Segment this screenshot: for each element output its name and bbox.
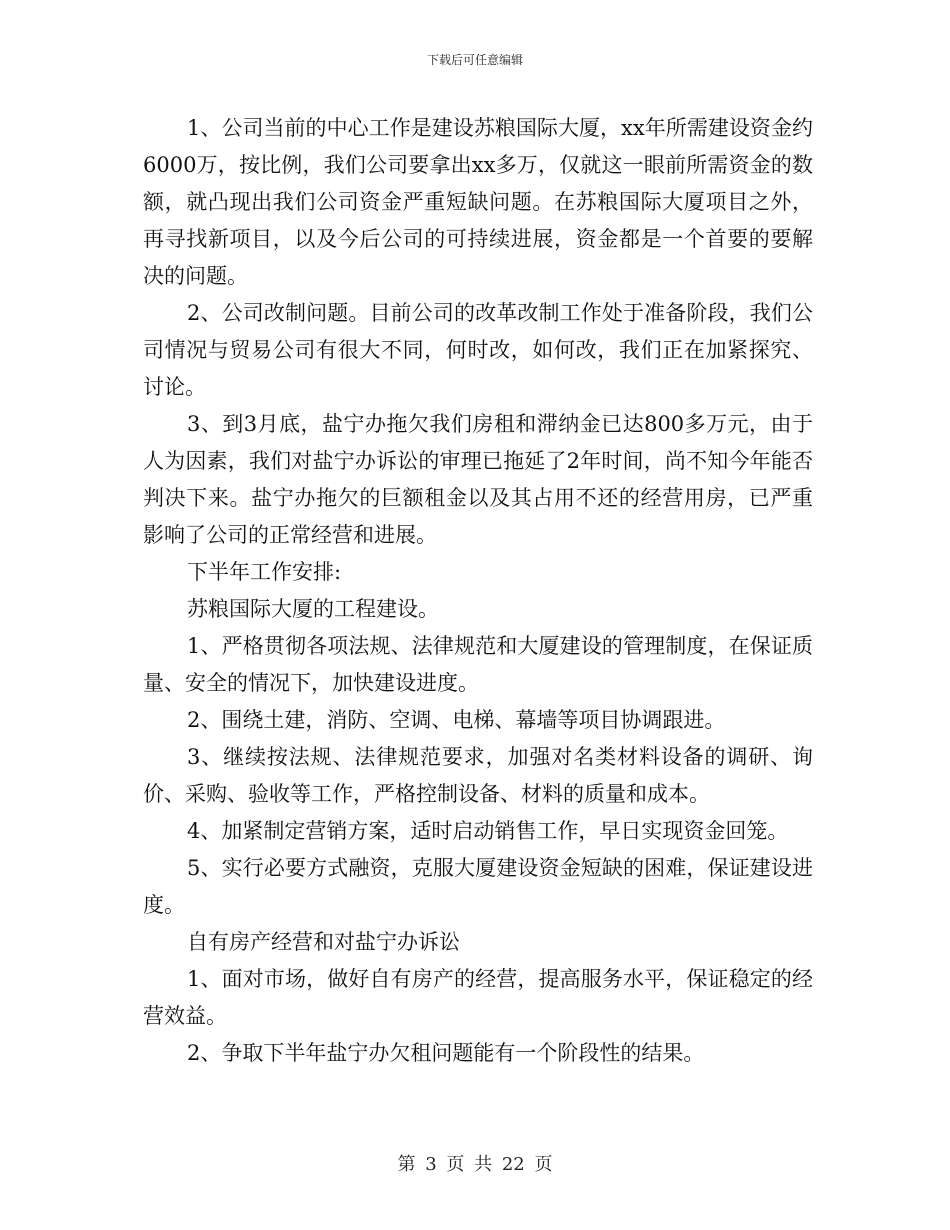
paragraph-plan-5: 5、实行必要方式融资，克服大厦建设资金短缺的困难，保证建设进度。 [143,856,813,917]
section-heading-second-half-plan: 下半年工作安排: [187,560,342,584]
paragraph-plan-3: 3、继续按法规、法律规范要求，加强对名类材料设备的调研、询价、采购、验收等工作，严格控制设备、材料的质量和成本。 [143,745,813,806]
page-number-footer: 第 3 页 共 22 页 [397,1154,553,1175]
paragraph-plan-4: 4、加紧制定营销方案，适时启动销售工作，早日实现资金回笼。 [187,819,789,843]
paragraph-issue-restructuring: 2、公司改制问题。目前公司的改革改制工作处于准备阶段，我们公司情况与贸易公司有很大不同，何时改，如何改，我们正在加紧探究、讨论。 [143,301,813,399]
paragraph-property-2: 2、争取下半年盐宁办欠租问题能有一个阶段性的结果。 [187,1041,705,1065]
document-body [143,110,813,1072]
paragraph-issue-funding: 1、公司当前的中心工作是建设苏粮国际大厦，xx年所需建设资金约6000万，按比例，我们公司要拿出xx多万，仅就这一眼前所需资金的数额，就凸现出我们公司资金严重短缺问题。在苏粮国际大厦项目之外，再寻找新项目，以及今后公司的可持续进展，资金都是一个首要的要解决的问题。 [143,116,813,288]
paragraph-property-1: 1、面对市场，做好自有房产的经营，提高服务水平，保证稳定的经营效益。 [143,967,813,1028]
subheading-building-construction: 苏粮国际大厦的工程建设。 [187,597,439,621]
page-header: 下载后可任意编辑 [426,53,523,67]
subheading-property-and-litigation: 自有房产经营和对盐宁办诉讼 [187,930,460,954]
paragraph-plan-1: 1、严格贯彻各项法规、法律规范和大厦建设的管理制度，在保证质量、安全的情况下，加快建设进度。 [143,634,813,695]
paragraph-issue-rent-arrears: 3、到3月底，盐宁办拖欠我们房租和滞纳金已达800多万元，由于人为因素，我们对盐宁办诉讼的审理已拖延了2年时间，尚不知今年能否判决下来。盐宁办拖欠的巨额租金以及其占用不还的经营用房，已严重影响了公司的正常经营和进展。 [143,412,813,547]
paragraph-plan-2: 2、围绕土建，消防、空调、电梯、幕墙等项目协调跟进。 [187,708,726,732]
